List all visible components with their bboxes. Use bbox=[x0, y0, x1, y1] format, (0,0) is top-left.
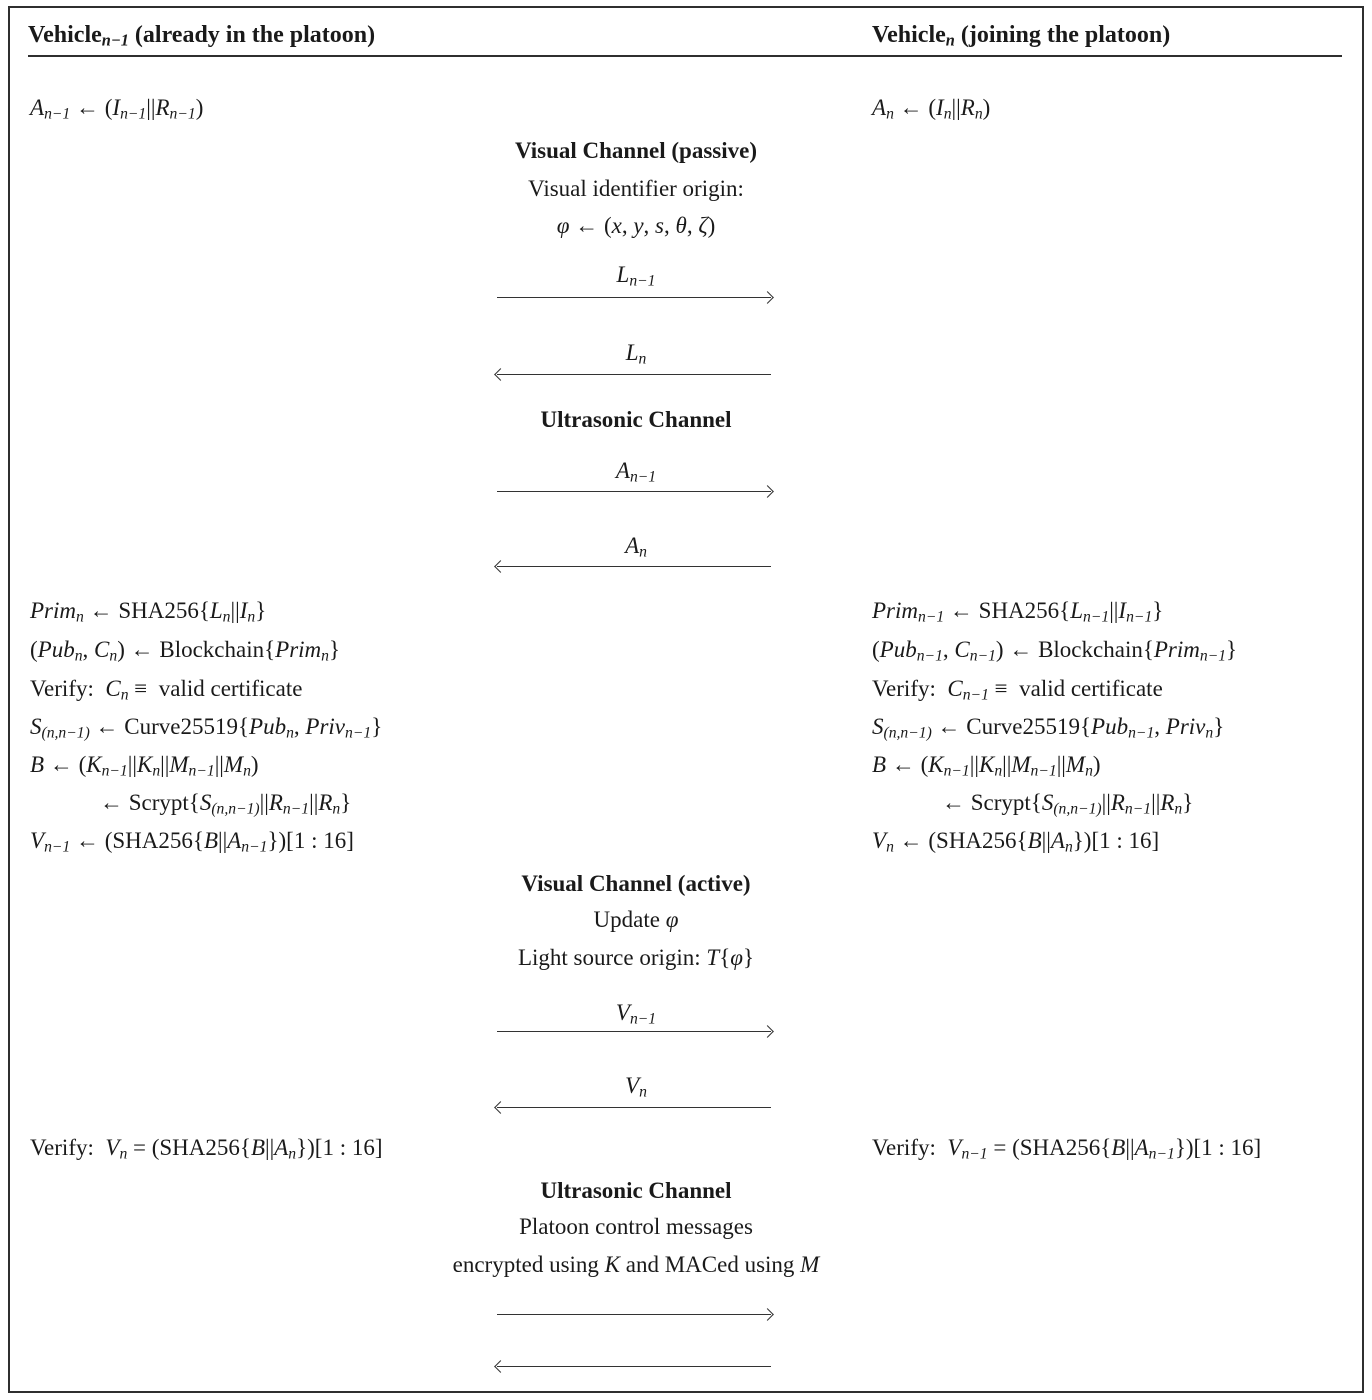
message-label-V-n: $V_n$ bbox=[625, 1073, 647, 1101]
left-computation-v: $V_{n-1}$ ← $(SHA256\{B||A_{n-1}\})[1$ : 16] bbox=[30, 828, 354, 856]
ultrasonic-channel-title-1: Ultrasonic Channel bbox=[540, 407, 732, 432]
visual-channel-active-title: Visual Channel (active) bbox=[521, 871, 751, 896]
message-label-A-n-1: $A_{n-1}$ bbox=[615, 458, 657, 486]
message-arrow-V-n-left bbox=[497, 1107, 771, 1108]
ultrasonic-channel-title-2: Ultrasonic Channel bbox=[540, 1178, 732, 1203]
header-rule bbox=[28, 55, 1342, 57]
message-label-L-n: $L_n$ bbox=[625, 340, 647, 368]
message-arrow-A-n-1-right bbox=[497, 491, 771, 492]
message-label-V-n-1: $V_{n-1}$ bbox=[615, 1000, 657, 1028]
left-init-formula: $A_{n-1}$ ← $(I_{n-1}||R_{n-1})$ bbox=[30, 95, 204, 123]
message-label-L-n-1: $L_{n-1}$ bbox=[616, 262, 656, 290]
visual-identifier-origin-text: Visual identifier origin: bbox=[528, 176, 744, 201]
left-computation-verify-cert: Verify: $C_n$ ≡ valid certificate bbox=[30, 676, 303, 704]
right-computation-blockchain: (Pub$_{n-1}$, $C_{n-1}$) ← Blockchain{Prim$_{n-1}$} bbox=[872, 637, 1238, 665]
message-arrow-V-n-1-right bbox=[497, 1031, 771, 1032]
message-label-A-n: $A_n$ bbox=[625, 533, 647, 561]
message-arrow-A-n-left bbox=[497, 566, 771, 567]
platoon-control-messages-text: Platoon control messages bbox=[519, 1214, 753, 1239]
right-init-formula: $A_n$ ← $(I_n||R_n)$ bbox=[872, 95, 991, 123]
right-party-header: Vehicle$_n$ (joining the platoon) bbox=[872, 22, 1171, 50]
right-computation-scrypt: ← $Scrypt\{S_{(n,n-1)}||R_{n-1}||R_n\}$ bbox=[942, 790, 1194, 818]
visual-channel-passive-title: Visual Channel (passive) bbox=[515, 138, 757, 163]
light-source-origin-text: Light source origin: T{φ} bbox=[517, 945, 755, 970]
left-computation-blockchain: (Pub$_n$, $C_n$) ← Blockchain{Prim$_n$} bbox=[30, 637, 341, 665]
update-phi-text: Update φ bbox=[593, 907, 679, 932]
control-message-arrow-left bbox=[497, 1366, 771, 1367]
phi-definition-formula: φ ← (x, y, s, θ, ζ) bbox=[556, 213, 716, 238]
right-computation-b-concat: B ← $(K_{n-1}||K_n||M_{n-1}||M_n)$ bbox=[872, 752, 1101, 780]
right-computation-v: $V_n$ ← $(SHA256\{B||A_n\})[1$ : 16] bbox=[872, 828, 1160, 856]
left-computation-prim: Prim$_n$ ← $SHA256\{L_n||I_n\}$ bbox=[30, 598, 267, 626]
right-computation-curve25519: $S_{(n,n-1)}$ ← Curve25519{Pub$_{n-1}$, Priv$_n$} bbox=[872, 714, 1225, 742]
left-computation-curve25519: $S_{(n,n-1)}$ ← Curve25519{Pub$_n$, Priv$_{n-1}$} bbox=[30, 714, 383, 742]
message-arrow-L-n-1-right bbox=[497, 297, 771, 298]
encrypted-maced-text: encrypted using K and MACed using M bbox=[452, 1252, 820, 1277]
left-computation-scrypt: ← $Scrypt\{S_{(n,n-1)}||R_{n-1}||R_n\}$ bbox=[100, 790, 352, 818]
right-computation-prim: Prim$_{n-1}$ ← $SHA256\{L_{n-1}||I_{n-1}\}$ bbox=[872, 598, 1164, 626]
message-arrow-L-n-left bbox=[497, 374, 771, 375]
left-party-header: Vehicle$_{n-1}$ (already in the platoon) bbox=[28, 22, 376, 50]
control-message-arrow-right bbox=[497, 1314, 771, 1315]
left-computation-b-concat: B ← $(K_{n-1}||K_n||M_{n-1}||M_n)$ bbox=[30, 752, 259, 780]
left-final-verify: Verify: $V_n = (SHA256\{B||A_n\})[1$ : 16] bbox=[30, 1135, 383, 1163]
right-final-verify: Verify: $V_{n-1} = (SHA256\{B||A_{n-1}\})[1$ : 16] bbox=[872, 1135, 1262, 1163]
right-computation-verify-cert: Verify: $C_{n-1}$ ≡ valid certificate bbox=[872, 676, 1163, 704]
